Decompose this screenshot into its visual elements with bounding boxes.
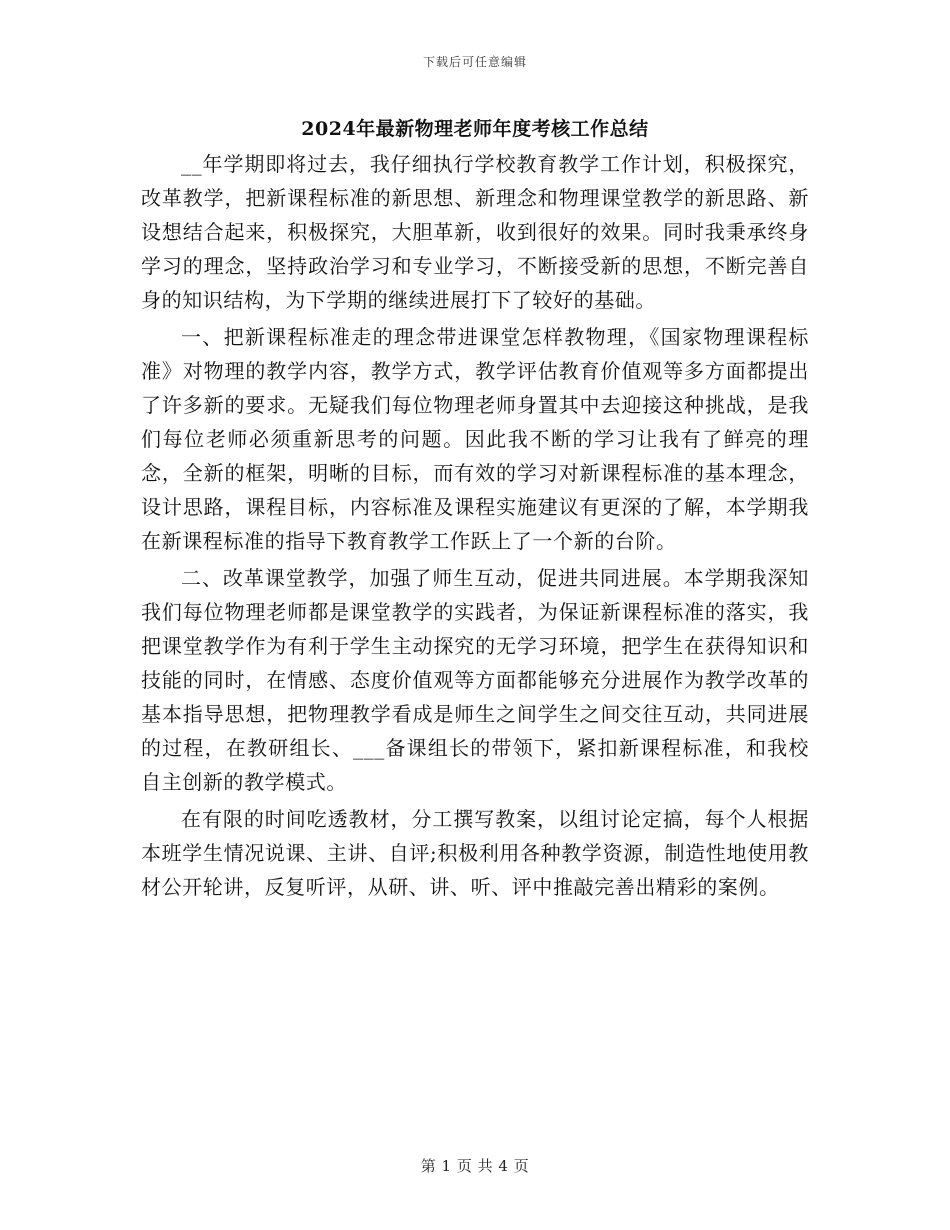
document-body (141, 147, 809, 907)
paragraph-intro: __年学期即将过去，我仔细执行学校教育教学工作计划，积极探究，改革教学，把新课程标准的新思想、新理念和物理课堂教学的新思路、新设想结合起来，积极探究，大胆革新，收到很好的效果。同时我秉承终身学习的理念，坚持政治学习和专业学习，不断接受新的思想，不断完善自身的知识结构，为下学期的继续进展打下了较好的基础。 (141, 152, 809, 312)
page-indicator: 第 1 页 共 4 页 (420, 1157, 530, 1175)
paragraph-lesson-prep: 在有限的时间吃透教材，分工撰写教案，以组讨论定搞，每个人根据本班学生情况说课、主讲、自评;积极利用各种教学资源，制造性地使用教材公开轮讲，反复听评，从研、讲、听、评中推敲完善出精彩的案例。 (141, 807, 809, 899)
header-note: 下载后可任意编辑 (422, 55, 527, 69)
document-title: 2024年最新物理老师年度考核工作总结 (301, 118, 649, 140)
paragraph-section-two: 二、改革课堂教学，加强了师生互动，促进共同进展。本学期我深知我们每位物理老师都是课堂教学的实践者，为保证新课程标准的落实，我把课堂教学作为有利于学生主动探究的无学习环境，把学生在获得知识和技能的同时，在情感、态度价值观等方面都能够充分进展作为教学改革的基本指导思想，把物理教学看成是师生之间学生之间交往互动，共同进展的过程，在教研组长、___备课组长的带领下，紧扣新课程标准，和我校自主创新的教学模式。 (141, 566, 809, 794)
paragraph-section-one: 一、把新课程标准走的理念带进课堂怎样教物理，《国家物理课程标准》对物理的教学内容，教学方式，教学评估教育价值观等多方面都提出了许多新的要求。无疑我们每位物理老师身置其中去迎接这种挑战，是我们每位老师必须重新思考的问题。因此我不断的学习让我有了鲜亮的理念，全新的框架，明晰的目标，而有效的学习对新课程标准的基本理念，设计思路，课程目标，内容标准及课程实施建议有更深的了解，本学期我在新课程标准的指导下教育教学工作跃上了一个新的台阶。 (141, 325, 809, 553)
